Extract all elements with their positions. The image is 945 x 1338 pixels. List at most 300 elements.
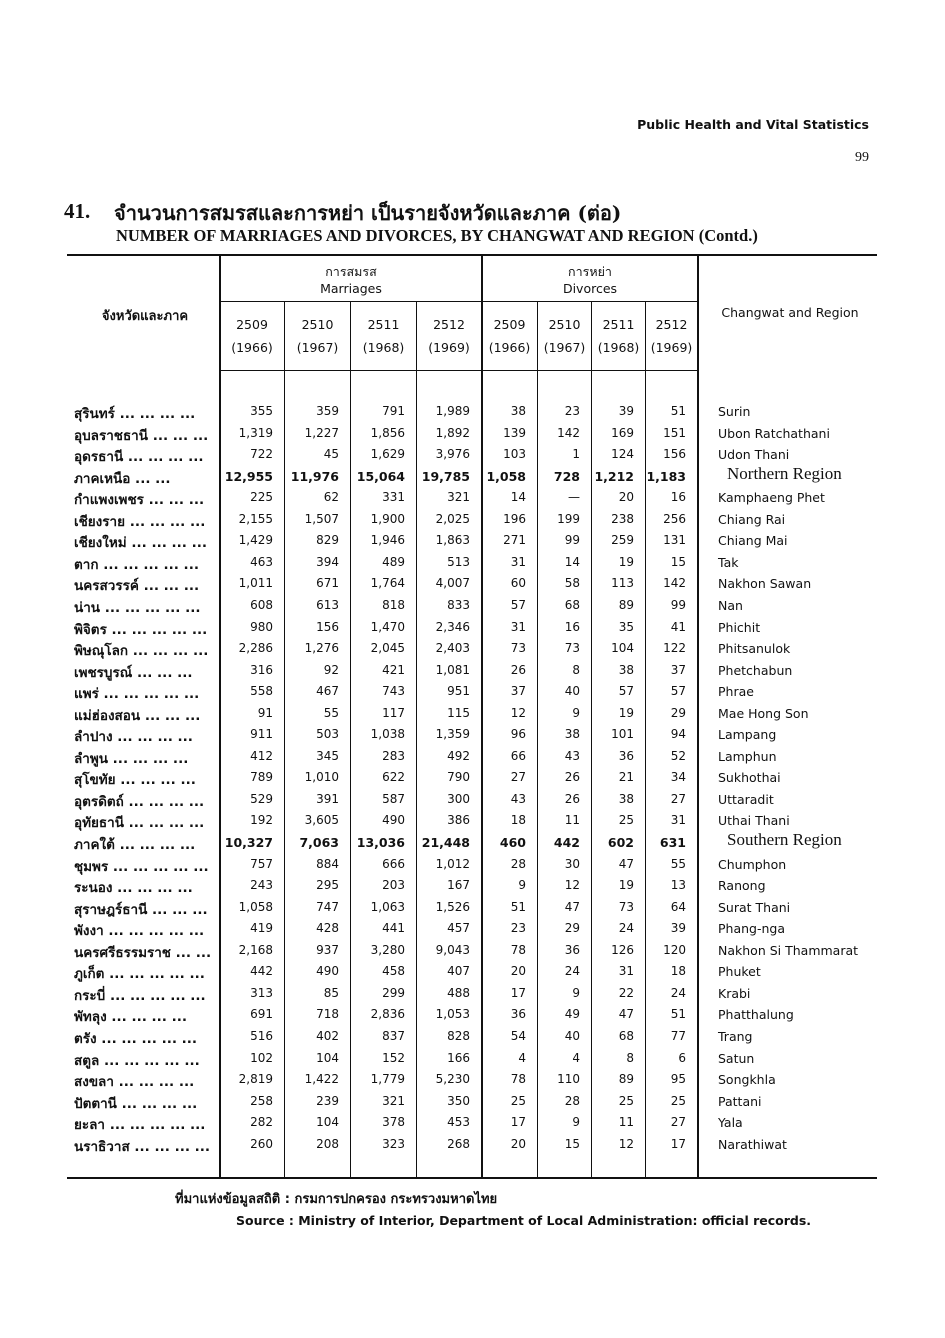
table-cell: 103 — [503, 447, 526, 461]
changwat-name-thai: นราธิวาส ... ... ... ... — [74, 1139, 211, 1155]
table-cell: 55 — [323, 706, 339, 720]
table-cell: 268 — [447, 1137, 470, 1151]
table-cell: 57 — [618, 684, 634, 698]
table-cell: 8 — [626, 1051, 634, 1065]
table-cell: 15 — [564, 1137, 580, 1151]
table-cell: 1,012 — [435, 857, 470, 871]
changwat-name-thai: สงขลา ... ... ... ... — [74, 1074, 195, 1090]
table-cell: 323 — [382, 1137, 405, 1151]
table-cell: 20 — [618, 490, 634, 504]
source-note-english: Source : Ministry of Interior, Department of Local Administration: official records. — [236, 1213, 812, 1228]
table-cell: 295 — [316, 878, 339, 892]
changwat-name-english: Phuket — [718, 964, 761, 979]
table-cell: 666 — [382, 857, 405, 871]
changwat-name-english: Uttaradit — [718, 792, 774, 807]
table-cell: 39 — [618, 404, 634, 418]
table-cell: 36 — [564, 943, 580, 957]
table-cell: 51 — [670, 404, 686, 418]
divorces-header-english: Divorces — [562, 281, 618, 296]
year-ce-header: (1966) — [231, 340, 273, 355]
changwat-name-english: Nan — [718, 598, 743, 613]
table-cell: 38 — [564, 727, 580, 741]
table-cell: 17 — [510, 1115, 526, 1129]
table-cell: 31 — [618, 964, 634, 978]
table-cell: 31 — [510, 555, 526, 569]
year-be-header: 2511 — [367, 317, 400, 332]
changwat-name-english: Narathiwat — [718, 1137, 787, 1152]
table-cell: 23 — [564, 404, 580, 418]
table-cell: 402 — [316, 1029, 339, 1043]
changwat-name-english: Chumphon — [718, 857, 787, 872]
table-cell: 78 — [510, 1072, 526, 1086]
table-cell: 1,359 — [435, 727, 470, 741]
table-cell: 587 — [382, 792, 405, 806]
table-cell: 26 — [510, 663, 526, 677]
table-cell: 441 — [382, 921, 405, 935]
changwat-name-english: Northern Region — [727, 464, 842, 483]
changwat-name-english: Phetchabun — [718, 663, 793, 678]
table-cell: 40 — [564, 684, 580, 698]
table-cell: 19 — [618, 555, 634, 569]
table-cell: 691 — [250, 1007, 273, 1021]
table-cell: 49 — [564, 1007, 580, 1021]
table-cell: 10,327 — [224, 835, 273, 850]
table-cell: 54 — [510, 1029, 526, 1043]
table-cell: 1,276 — [304, 641, 339, 655]
changwat-name-english: Ranong — [718, 878, 766, 893]
changwat-name-thai: ตาก ... ... ... ... ... — [74, 557, 199, 573]
table-cell: 316 — [250, 663, 273, 677]
changwat-name-english: Udon Thani — [718, 447, 790, 462]
table-cell: 1,058 — [238, 900, 273, 914]
table-cell: 1,227 — [304, 426, 339, 440]
table-cell: 488 — [447, 986, 470, 1000]
table-cell: 937 — [316, 943, 339, 957]
table-cell: 37 — [670, 663, 686, 677]
table-cell: 260 — [250, 1137, 273, 1151]
table-cell: 11 — [564, 813, 580, 827]
table-cell: 558 — [250, 684, 273, 698]
changwat-name-thai: อุทัยธานี ... ... ... ... — [74, 815, 205, 831]
table-cell: 743 — [382, 684, 405, 698]
table-cell: 18 — [670, 964, 686, 978]
table-cell: 104 — [316, 1115, 339, 1129]
table-cell: 21,448 — [421, 835, 470, 850]
year-ce-header: (1967) — [543, 340, 586, 355]
table-cell: 47 — [564, 900, 580, 914]
table-cell: 166 — [447, 1051, 470, 1065]
changwat-name-thai: ตรัง ... ... ... ... ... — [74, 1031, 198, 1047]
table-cell: 113 — [611, 576, 634, 590]
changwat-name-english: Chiang Rai — [718, 512, 786, 527]
changwat-name-thai: เชียงใหม่ ... ... ... ... — [74, 535, 208, 551]
table-cell: 20 — [510, 1137, 526, 1151]
table-cell: 89 — [618, 598, 634, 612]
table-cell: 492 — [447, 749, 470, 763]
table-cell: 152 — [382, 1051, 405, 1065]
table-cell: 980 — [250, 620, 273, 634]
table-cell: 58 — [564, 576, 580, 590]
table-cell: 22 — [618, 986, 634, 1000]
table-cell: 1,779 — [370, 1072, 405, 1086]
changwat-name-thai: สุราษฎร์ธานี ... ... ... — [74, 902, 208, 918]
table-number: 41. — [64, 199, 91, 223]
table-cell: 156 — [316, 620, 339, 634]
table-cell: 12 — [510, 706, 526, 720]
table-cell: 99 — [564, 533, 580, 547]
table-cell: 51 — [670, 1007, 686, 1021]
changwat-name-thai: น่าน ... ... ... ... ... — [74, 600, 201, 616]
table-cell: 14 — [564, 555, 580, 569]
table-cell: 602 — [607, 835, 634, 850]
table-cell: 15,064 — [356, 469, 405, 484]
table-cell: 21 — [618, 770, 634, 784]
table-cell: 9 — [518, 878, 526, 892]
table-cell: 7,063 — [299, 835, 339, 850]
table-cell: 3,280 — [370, 943, 405, 957]
year-ce-header: (1968) — [597, 340, 640, 355]
table-cell: 791 — [382, 404, 405, 418]
table-cell: 25 — [618, 1094, 634, 1108]
changwat-name-thai: เพชรบูรณ์ ... ... ... — [74, 665, 193, 681]
table-cell: 457 — [447, 921, 470, 935]
table-cell: 36 — [618, 749, 634, 763]
table-cell: 911 — [250, 727, 273, 741]
table-cell: 355 — [250, 404, 273, 418]
changwat-name-english: Tak — [718, 555, 739, 570]
table-cell: 8 — [572, 663, 580, 677]
table-cell: 1,856 — [370, 426, 405, 440]
table-cell: 321 — [447, 490, 470, 504]
table-cell: 460 — [499, 835, 526, 850]
table-cell: 120 — [663, 943, 686, 957]
table-cell: 19 — [618, 878, 634, 892]
table-cell: 282 — [250, 1115, 273, 1129]
table-cell: 1,526 — [435, 900, 470, 914]
table-cell: 117 — [382, 706, 405, 720]
table-cell: 728 — [553, 469, 580, 484]
changwat-name-english: Phatthalung — [718, 1007, 794, 1022]
source-note-thai: ที่มาแห่งข้อมูลสถิติ : กรมการปกครอง กระทรวงมหาดไทย — [175, 1192, 498, 1207]
table-cell: 47 — [618, 1007, 634, 1021]
table-cell: 91 — [257, 706, 273, 720]
table-cell: 225 — [250, 490, 273, 504]
table-cell: 77 — [670, 1029, 686, 1043]
table-cell: 18 — [510, 813, 526, 827]
changwat-name-thai: พิจิตร ... ... ... ... ... — [74, 622, 208, 638]
table-cell: 36 — [510, 1007, 526, 1021]
table-title-thai: จำนวนการสมรสและการหย่า เป็นรายจังหวัดและภาค (ต่อ) — [114, 201, 622, 225]
table-cell: 85 — [323, 986, 339, 1000]
table-cell: 39 — [670, 921, 686, 935]
table-cell: 467 — [316, 684, 339, 698]
table-cell: 718 — [316, 1007, 339, 1021]
table-cell: 38 — [618, 663, 634, 677]
table-cell: 40 — [564, 1029, 580, 1043]
changwat-name-thai: อุตรดิตถ์ ... ... ... ... — [74, 794, 205, 810]
table-cell: 1,629 — [370, 447, 405, 461]
table-cell: 2,286 — [238, 641, 273, 655]
table-cell: 122 — [663, 641, 686, 655]
changwat-name-english: Phichit — [718, 620, 761, 635]
table-cell: 529 — [250, 792, 273, 806]
table-cell: 43 — [564, 749, 580, 763]
table-cell: 52 — [670, 749, 686, 763]
table-cell: 94 — [670, 727, 686, 741]
table-cell: 1,038 — [370, 727, 405, 741]
table-cell: 1,183 — [646, 469, 686, 484]
table-cell: 15 — [670, 555, 686, 569]
table-cell: 256 — [663, 512, 686, 526]
table-cell: 17 — [670, 1137, 686, 1151]
table-cell: 95 — [670, 1072, 686, 1086]
table-cell: 16 — [564, 620, 580, 634]
changwat-name-english: Ubon Ratchathani — [718, 426, 830, 441]
table-cell: 23 — [510, 921, 526, 935]
table-cell: 73 — [564, 641, 580, 655]
table-cell: 1,507 — [304, 512, 339, 526]
table-cell: 29 — [670, 706, 686, 720]
changwat-name-english: Yala — [718, 1115, 743, 1130]
table-cell: 6 — [678, 1051, 686, 1065]
table-cell: 102 — [250, 1051, 273, 1065]
table-cell: 89 — [618, 1072, 634, 1086]
table-cell: 13,036 — [356, 835, 405, 850]
table-cell: 13 — [670, 878, 686, 892]
table-cell: 2,155 — [238, 512, 273, 526]
table-cell: 1,319 — [238, 426, 273, 440]
year-be-header: 2512 — [655, 317, 688, 332]
table-cell: 14 — [510, 490, 526, 504]
table-cell: 25 — [510, 1094, 526, 1108]
table-cell: 17 — [510, 986, 526, 1000]
year-ce-header: (1966) — [488, 340, 531, 355]
changwat-name-english: Kamphaeng Phet — [718, 490, 825, 505]
table-cell: 38 — [510, 404, 526, 418]
table-cell: 126 — [611, 943, 634, 957]
changwat-name-thai: ชุมพร ... ... ... ... ... — [74, 859, 209, 875]
table-cell: 64 — [670, 900, 686, 914]
table-cell: 837 — [382, 1029, 405, 1043]
changwat-name-thai: นครศรีธรรมราช ... ... — [74, 945, 212, 961]
marriages-header-english: Marriages — [320, 281, 382, 296]
table-cell: 142 — [663, 576, 686, 590]
table-cell: 1,063 — [370, 900, 405, 914]
table-cell: 1,989 — [435, 404, 470, 418]
table-cell: 421 — [382, 663, 405, 677]
table-cell: 2,819 — [238, 1072, 273, 1086]
table-cell: 419 — [250, 921, 273, 935]
changwat-name-english: Chiang Mai — [718, 533, 788, 548]
table-cell: 24 — [564, 964, 580, 978]
table-cell: 1,900 — [370, 512, 405, 526]
table-cell: 99 — [670, 598, 686, 612]
table-cell: 631 — [659, 835, 686, 850]
table-cell: 28 — [564, 1094, 580, 1108]
table-cell: 68 — [618, 1029, 634, 1043]
table-cell: 345 — [316, 749, 339, 763]
table-cell: 490 — [382, 813, 405, 827]
table-cell: 258 — [250, 1094, 273, 1108]
table-cell: 26 — [564, 792, 580, 806]
table-cell: 790 — [447, 770, 470, 784]
table-cell: 1,010 — [304, 770, 339, 784]
table-cell: 27 — [670, 792, 686, 806]
running-head: Public Health and Vital Statistics — [637, 117, 869, 132]
table-cell: 57 — [510, 598, 526, 612]
table-cell: 27 — [510, 770, 526, 784]
table-cell: 2,025 — [435, 512, 470, 526]
table-title-english: NUMBER OF MARRIAGES AND DIVORCES, BY CHANGWAT AND REGION (Contd.) — [116, 226, 758, 245]
table-cell: 26 — [564, 770, 580, 784]
table-cell: — — [568, 490, 580, 504]
table-cell: 25 — [618, 813, 634, 827]
table-cell: 20 — [510, 964, 526, 978]
table-top-rule — [67, 254, 877, 256]
table-cell: 321 — [382, 1094, 405, 1108]
table-cell: 608 — [250, 598, 273, 612]
table-cell: 35 — [618, 620, 634, 634]
table-cell: 12 — [618, 1137, 634, 1151]
changwat-name-english: Sukhothai — [718, 770, 781, 785]
table-cell: 30 — [564, 857, 580, 871]
table-cell: 1,058 — [486, 469, 526, 484]
table-cell: 208 — [316, 1137, 339, 1151]
table-cell: 78 — [510, 943, 526, 957]
table-cell: 51 — [510, 900, 526, 914]
changwat-name-thai: กำแพงเพชร ... ... ... — [74, 492, 205, 508]
table-cell: 1,422 — [304, 1072, 339, 1086]
table-cell: 73 — [510, 641, 526, 655]
changwat-name-thai: แม่ฮ่องสอน ... ... ... — [74, 708, 201, 724]
table-cell: 359 — [316, 404, 339, 418]
year-ce-header: (1968) — [362, 340, 405, 355]
table-cell: 115 — [447, 706, 470, 720]
table-cell: 4 — [572, 1051, 580, 1065]
table-cell: 622 — [382, 770, 405, 784]
table-cell: 12,955 — [224, 469, 273, 484]
table-cell: 25 — [670, 1094, 686, 1108]
table-cell: 1,863 — [435, 533, 470, 547]
table-cell: 463 — [250, 555, 273, 569]
table-cell: 1,081 — [435, 663, 470, 677]
changwat-name-thai: อุดรธานี ... ... ... ... — [74, 449, 204, 465]
changwat-name-english: Uthai Thani — [718, 813, 790, 828]
changwat-name-thai: กระบี่ ... ... ... ... ... — [74, 988, 206, 1004]
table-cell: 613 — [316, 598, 339, 612]
table-cell: 37 — [510, 684, 526, 698]
table-cell: 19,785 — [421, 469, 470, 484]
table-cell: 24 — [618, 921, 634, 935]
changwat-name-thai: สตูล ... ... ... ... ... — [74, 1053, 200, 1069]
table-cell: 671 — [316, 576, 339, 590]
changwat-name-english: Trang — [718, 1029, 753, 1044]
changwat-name-english: Pattani — [718, 1094, 762, 1109]
table-cell: 96 — [510, 727, 526, 741]
table-cell: 169 — [611, 426, 634, 440]
table-cell: 101 — [611, 727, 634, 741]
table-cell: 11 — [618, 1115, 634, 1129]
table-cell: 5,230 — [435, 1072, 470, 1086]
marriages-under-rule — [220, 301, 482, 302]
table-cell: 156 — [663, 447, 686, 461]
table-cell: 142 — [557, 426, 580, 440]
table-cell: 131 — [663, 533, 686, 547]
table-cell: 239 — [316, 1094, 339, 1108]
table-cell: 55 — [670, 857, 686, 871]
table-cell: 1,764 — [370, 576, 405, 590]
changwat-name-thai: พังงา ... ... ... ... ... — [74, 923, 205, 939]
table-cell: 2,836 — [370, 1007, 405, 1021]
changwat-name-thai: ภาคเหนือ ... ... — [74, 471, 171, 487]
table-cell: 503 — [316, 727, 339, 741]
changwat-name-thai: พิษณุโลก ... ... ... ... — [74, 643, 209, 659]
table-cell: 1,892 — [435, 426, 470, 440]
changwat-name-thai: อุบลราชธานี ... ... ... — [74, 428, 209, 444]
table-cell: 66 — [510, 749, 526, 763]
changwat-name-english: Southern Region — [727, 830, 842, 849]
changwat-name-english: Phrae — [718, 684, 754, 699]
column-divider — [697, 256, 699, 1177]
changwat-name-thai: ลำพูน ... ... ... ... — [74, 751, 189, 767]
table-cell: 3,605 — [304, 813, 339, 827]
changwat-name-thai: แพร่ ... ... ... ... ... — [74, 686, 200, 702]
table-cell: 9 — [572, 706, 580, 720]
table-cell: 2,168 — [238, 943, 273, 957]
year-be-header: 2510 — [548, 317, 581, 332]
table-cell: 31 — [510, 620, 526, 634]
table-bottom-rule — [67, 1177, 877, 1179]
table-cell: 1,946 — [370, 533, 405, 547]
header-bottom-rule — [220, 370, 698, 371]
changwat-name-english: Phang-nga — [718, 921, 786, 936]
table-cell: 9 — [572, 1115, 580, 1129]
table-cell: 12 — [564, 878, 580, 892]
table-cell: 407 — [447, 964, 470, 978]
table-cell: 789 — [250, 770, 273, 784]
table-cell: 442 — [553, 835, 580, 850]
table-cell: 300 — [447, 792, 470, 806]
table-cell: 34 — [670, 770, 686, 784]
year-be-header: 2510 — [301, 317, 334, 332]
table-cell: 38 — [618, 792, 634, 806]
divorces-header-thai: การหย่า — [568, 264, 612, 279]
table-cell: 828 — [447, 1029, 470, 1043]
table-cell: 45 — [323, 447, 339, 461]
table-cell: 331 — [382, 490, 405, 504]
table-cell: 192 — [250, 813, 273, 827]
changwat-name-thai: ลำปาง ... ... ... ... — [74, 729, 193, 745]
table-cell: 110 — [557, 1072, 580, 1086]
table-cell: 57 — [670, 684, 686, 698]
table-cell: 16 — [670, 490, 686, 504]
table-cell: 29 — [564, 921, 580, 935]
table-cell: 394 — [316, 555, 339, 569]
table-cell: 124 — [611, 447, 634, 461]
table-cell: 386 — [447, 813, 470, 827]
changwat-name-thai: ยะลา ... ... ... ... ... — [74, 1117, 206, 1133]
changwat-name-english: Songkhla — [718, 1072, 776, 1087]
table-cell: 350 — [447, 1094, 470, 1108]
table-cell: 24 — [670, 986, 686, 1000]
table-cell: 27 — [670, 1115, 686, 1129]
table-cell: 4 — [518, 1051, 526, 1065]
table-cell: 833 — [447, 598, 470, 612]
table-cell: 516 — [250, 1029, 273, 1043]
table-cell: 513 — [447, 555, 470, 569]
table-cell: 139 — [503, 426, 526, 440]
marriages-header-thai: การสมรส — [325, 264, 377, 279]
